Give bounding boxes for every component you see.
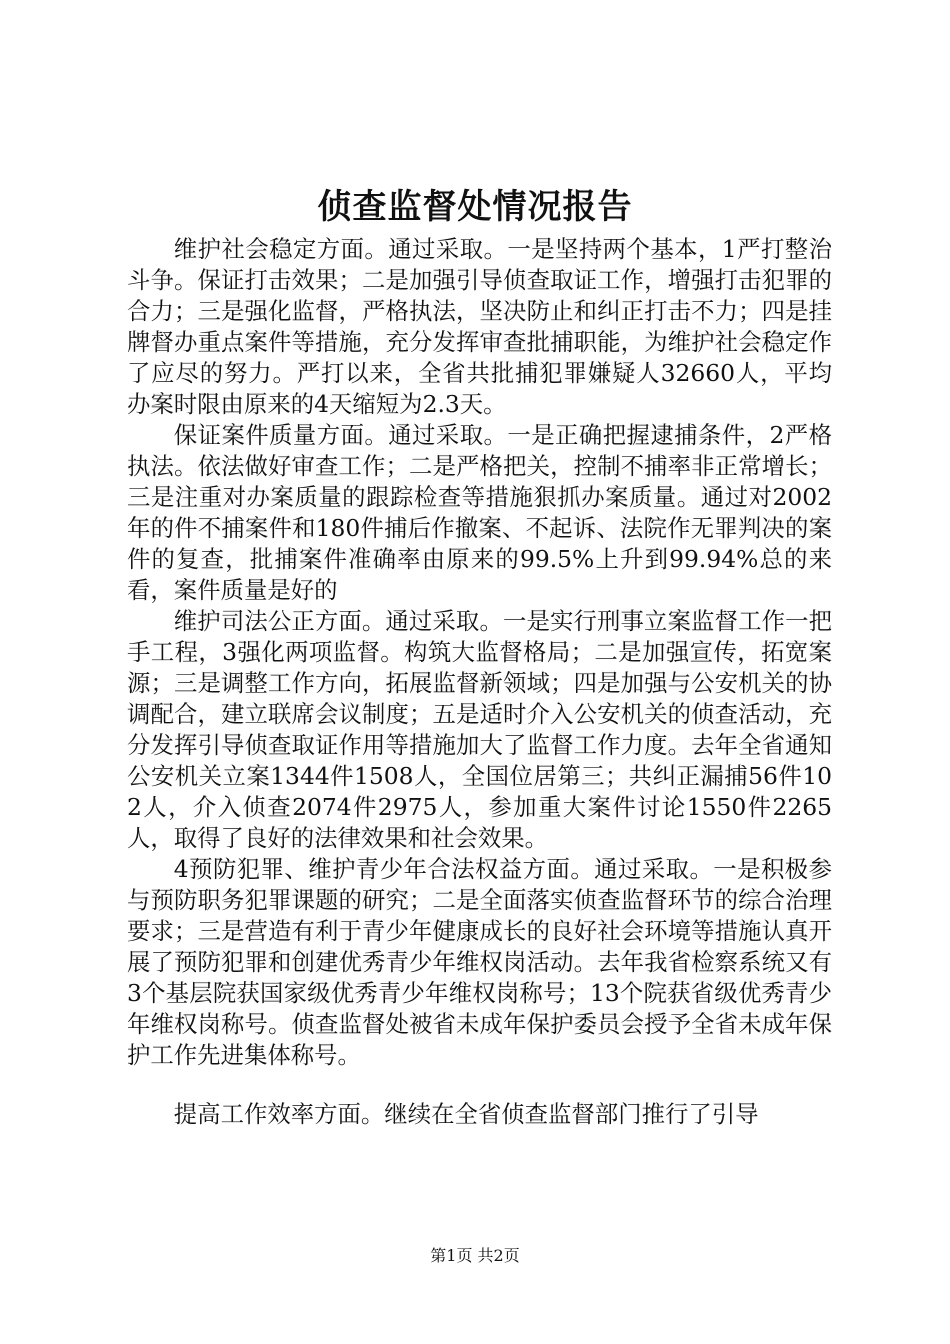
- paragraph-judicial-justice: 维护司法公正方面。通过采取。一是实行刑事立案监督工作一把手工程，3强化两项监督。构筑大监督格局；二是加强宣传，拓宽案源；三是调整工作方向，拓展监督新领域；四是加强与公安机关的协调配合，建立联席会议制度；五是适时介入公安机关的侦查活动，充分发挥引导侦查取证作用等措施加大了监督工作力度。去年全省通知公安机关立案1344件1508人，全国位居第三；共纠正漏捕56件102人，介入侦查2074件2975人，参加重大案件讨论1550件2265人，取得了良好的法律效果和社会效果。: [127, 607, 832, 852]
- document-body: [127, 234, 832, 1130]
- document-title: 侦查监督处情况报告: [317, 187, 633, 227]
- paragraph-crime-prevention: 4预防犯罪、维护青少年合法权益方面。通过采取。一是积极参与预防职务犯罪课题的研究；二是全面落实侦查监督环节的综合治理要求；三是营造有利于青少年健康成长的良好社会环境等措施认真开展了预防犯罪和创建优秀青少年维权岗活动。去年我省检察系统又有3个基层院获国家级优秀青少年维权岗称号；13个院获省级优秀青少年维权岗称号。侦查监督处被省未成年保护委员会授予全省未成年保护工作先进集体称号。: [127, 855, 832, 1069]
- page-footer: 第1页 共2页: [430, 1246, 520, 1265]
- paragraph-work-efficiency: 提高工作效率方面。继续在全省侦查监督部门推行了引导: [173, 1100, 759, 1128]
- paragraph-social-stability: 维护社会稳定方面。通过采取。一是坚持两个基本，1严打整治斗争。保证打击效果；二是加强引导侦查取证工作，增强打击犯罪的合力；三是强化监督，严格执法，坚决防止和纠正打击不力；四是挂牌督办重点案件等措施，充分发挥审查批捕职能，为维护社会稳定作了应尽的努力。严打以来，全省共批捕犯罪嫌疑人32660人，平均办案时限由原来的4天缩短为2.3天。: [127, 235, 832, 418]
- paragraph-case-quality: 保证案件质量方面。通过采取。一是正确把握逮捕条件，2严格执法。依法做好审查工作；二是严格把关，控制不捕率非正常增长；三是注重对办案质量的跟踪检查等措施狠抓办案质量。通过对2002年的件不捕案件和180件捕后作撤案、不起诉、法院作无罪判决的案件的复查，批捕案件准确率由原来的99.5%上升到99.94%总的来看，案件质量是好的: [127, 421, 832, 604]
